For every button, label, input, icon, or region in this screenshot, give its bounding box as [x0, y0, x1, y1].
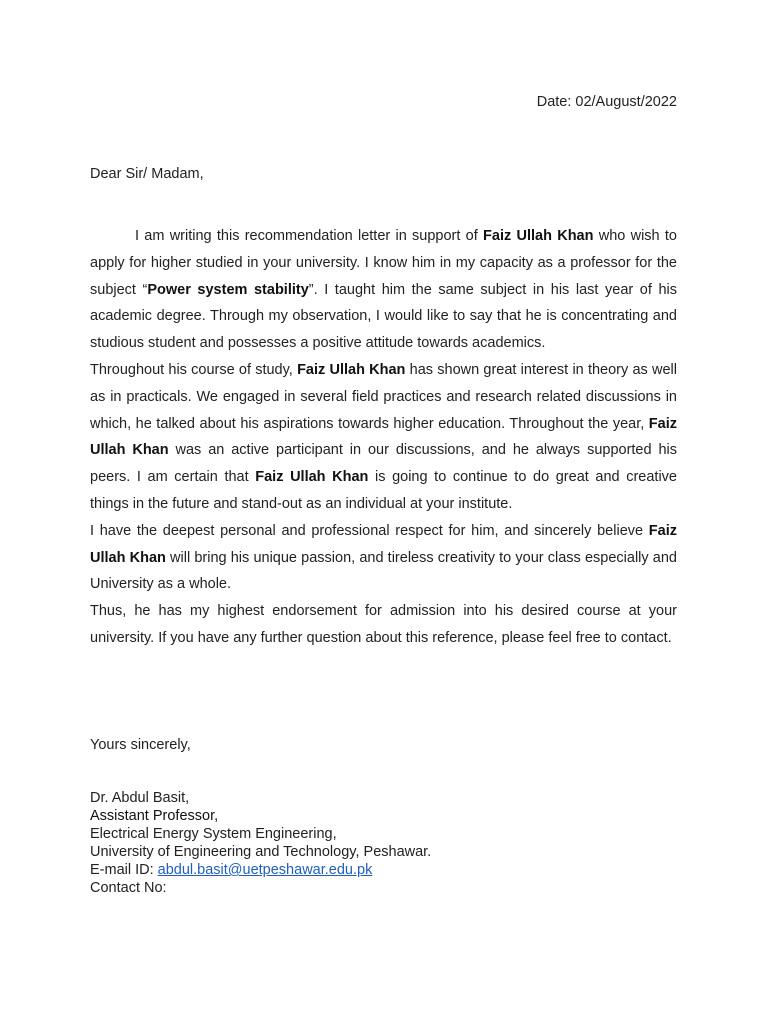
paragraph-respect: [90, 518, 677, 598]
paragraph-text: who wish to apply for higher studied in your university. I know him in my capacity as a professor for the subject “: [90, 228, 677, 298]
letter-body: [90, 223, 677, 652]
student-name: Faiz Ullah Khan: [297, 361, 406, 378]
email-label: E-mail ID:: [90, 862, 158, 878]
email-line: [90, 861, 431, 879]
student-name: Faiz Ullah Khan: [90, 522, 677, 566]
letter-date: Date: 02/August/2022: [536, 94, 677, 110]
student-name: Faiz Ullah Khan: [90, 415, 677, 459]
contact-label: Contact No:: [90, 880, 167, 896]
paragraph-text: was an active participant in our discussions, and he always supported his peers. I am certain that: [90, 442, 677, 486]
student-name: Faiz Ullah Khan: [255, 469, 369, 486]
paragraph-text: I am writing this recommendation letter in support of: [135, 228, 484, 244]
paragraph-text: will bring his unique passion, and tireless creativity to your class especially and University as a whole.: [90, 549, 677, 593]
salutation: Dear Sir/ Madam,: [90, 166, 204, 182]
signature-block: [90, 789, 431, 897]
subject-name: Power system stability: [147, 281, 309, 298]
closing: Yours sincerely,: [90, 737, 191, 753]
paragraph-endorsement: Thus, he has my highest endorsement for admission into his desired course at your university. If you have any further question about this reference, please feel free to contact.: [90, 603, 677, 646]
paragraph-text: Throughout his course of study,: [90, 361, 298, 378]
paragraph-text: ”. I taught him the same subject in his last year of his academic degree. Through my observation, I would like to say that he is concentrating and studious student and possesses a positive attitude towards academics.: [90, 281, 677, 352]
paragraph-text: I have the deepest personal and professional respect for him, and sincerely believe: [90, 522, 649, 539]
signatory-department: Electrical Energy System Engineering,: [90, 826, 337, 842]
email-link[interactable]: abdul.basit@uetpeshawar.edu.pk: [157, 862, 373, 878]
paragraph-text: has shown great interest in theory as well as in practicals. We engaged in several field practices and research related discussions in which, he talked about his aspirations towards higher education. Throughout the year,: [90, 361, 677, 432]
signatory-name: Dr. Abdul Basit,: [90, 790, 190, 806]
signatory-title: Assistant Professor,: [90, 808, 219, 824]
paragraph-introduction: [90, 223, 677, 357]
student-name: Faiz Ullah Khan: [483, 228, 594, 244]
signatory-university: University of Engineering and Technology, Peshawar.: [90, 844, 432, 860]
paragraph-text: is going to continue to do great and creative things in the future and stand-out as an individual at your institute.: [90, 469, 677, 512]
paragraph-course-of-study: [90, 357, 677, 518]
